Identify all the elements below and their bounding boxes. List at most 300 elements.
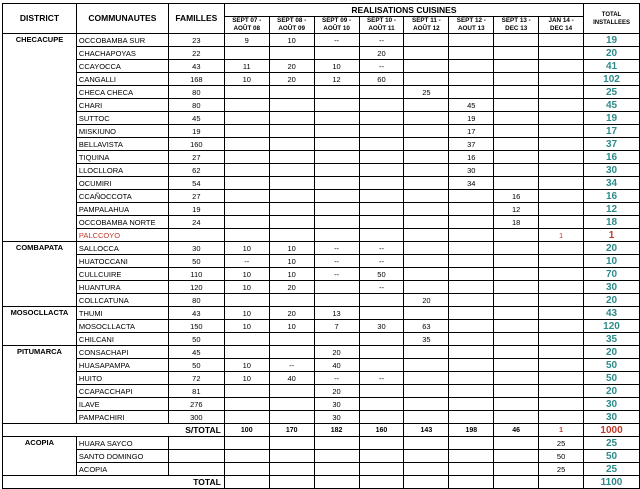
- period-cell: [314, 203, 359, 216]
- period-cell: 45: [449, 99, 494, 112]
- table-row: [3, 294, 640, 307]
- period-cell: [269, 229, 314, 242]
- period-cell: [494, 359, 539, 372]
- table-row: [3, 385, 640, 398]
- community-cell: LLOCLLORA: [76, 164, 168, 177]
- period-cell: 40: [269, 372, 314, 385]
- table-row: [3, 437, 640, 450]
- table-row: [3, 346, 640, 359]
- period-cell: [494, 255, 539, 268]
- period-cell: 10: [224, 242, 269, 255]
- familles-cell: 72: [168, 372, 224, 385]
- total-installees-cell: 37: [584, 138, 640, 151]
- period-cell: 19: [449, 112, 494, 125]
- period-cell: [494, 307, 539, 320]
- total-installees-cell: 1: [584, 229, 640, 242]
- district-cell: CHECACUPE: [3, 34, 77, 242]
- subtotal-row: [3, 424, 640, 437]
- period-line-1: SEPT 12 -: [456, 17, 486, 24]
- period-cell: [224, 411, 269, 424]
- period-cell: [494, 177, 539, 190]
- period-cell: 13: [314, 307, 359, 320]
- period-cell: [224, 125, 269, 138]
- familles-cell: 45: [168, 112, 224, 125]
- total-installees-cell: 20: [584, 294, 640, 307]
- period-cell: [359, 203, 404, 216]
- period-cell: 20: [404, 294, 449, 307]
- period-cell: [269, 294, 314, 307]
- total-installees-line-1: TOTAL: [601, 11, 622, 18]
- period-cell: [404, 138, 449, 151]
- grand-total-row: [3, 476, 640, 489]
- period-cell: [449, 216, 494, 229]
- table-row: [3, 99, 640, 112]
- period-cell: [404, 463, 449, 476]
- familles-cell: 120: [168, 281, 224, 294]
- period-cell: [314, 333, 359, 346]
- period-cell: [404, 450, 449, 463]
- period-cell: [269, 398, 314, 411]
- period-cell: [404, 151, 449, 164]
- period-cell: [404, 398, 449, 411]
- total-installees-cell: 20: [584, 385, 640, 398]
- period-cell: [269, 346, 314, 359]
- table-row: [3, 450, 640, 463]
- period-cell: [359, 190, 404, 203]
- period-line-2: DEC 14: [550, 25, 573, 32]
- district-cell: MOSOCLLACTA: [3, 307, 77, 346]
- period-cell: --: [269, 359, 314, 372]
- familles-cell: 80: [168, 99, 224, 112]
- period-line-1: SEPT 11 -: [412, 17, 441, 24]
- period-cell: [269, 47, 314, 60]
- period-cell: [224, 190, 269, 203]
- period-cell: [494, 73, 539, 86]
- familles-cell: 50: [168, 255, 224, 268]
- period-cell: [539, 333, 584, 346]
- period-cell: [359, 398, 404, 411]
- period-cell: [314, 450, 359, 463]
- table-row: [3, 463, 640, 476]
- period-line-1: SEPT 09 -: [322, 17, 352, 24]
- table-row: [3, 203, 640, 216]
- period-header: [314, 17, 359, 34]
- period-cell: [539, 190, 584, 203]
- period-cell: [224, 86, 269, 99]
- realisations-header: REALISATIONS CUISINES: [224, 4, 583, 17]
- period-cell: [494, 450, 539, 463]
- period-cell: 7: [314, 320, 359, 333]
- grand-total-empty-cell: [269, 476, 314, 489]
- period-line-2: AOÛT 09: [278, 25, 305, 32]
- total-installees-header: [584, 4, 640, 34]
- period-cell: [314, 437, 359, 450]
- period-cell: [404, 34, 449, 47]
- period-cell: [359, 125, 404, 138]
- period-cell: [224, 398, 269, 411]
- period-cell: 30: [359, 320, 404, 333]
- period-cell: 16: [494, 190, 539, 203]
- period-cell: [359, 216, 404, 229]
- period-cell: [539, 177, 584, 190]
- period-cell: --: [359, 60, 404, 73]
- period-cell: [314, 164, 359, 177]
- period-cell: [404, 47, 449, 60]
- period-cell: [449, 281, 494, 294]
- header-row-1: [3, 4, 640, 17]
- period-cell: 1: [539, 229, 584, 242]
- period-cell: [449, 190, 494, 203]
- period-cell: 25: [539, 437, 584, 450]
- period-cell: [449, 411, 494, 424]
- period-cell: [494, 112, 539, 125]
- period-cell: 10: [224, 372, 269, 385]
- period-cell: [494, 99, 539, 112]
- period-cell: --: [314, 242, 359, 255]
- familles-cell: 43: [168, 60, 224, 73]
- period-cell: 34: [449, 177, 494, 190]
- period-cell: [539, 307, 584, 320]
- period-cell: [404, 307, 449, 320]
- grand-total-empty-cell: [449, 476, 494, 489]
- total-installees-cell: 120: [584, 320, 640, 333]
- period-cell: [539, 346, 584, 359]
- community-cell: CANGALLI: [76, 73, 168, 86]
- period-cell: [539, 164, 584, 177]
- table-wrapper: [2, 3, 640, 489]
- table-row: [3, 411, 640, 424]
- period-cell: 9: [224, 34, 269, 47]
- period-cell: [404, 346, 449, 359]
- community-cell: CCAYOCCA: [76, 60, 168, 73]
- familles-cell: 43: [168, 307, 224, 320]
- period-header: [449, 17, 494, 34]
- district-cell: PITUMARCA: [3, 346, 77, 424]
- period-cell: [269, 437, 314, 450]
- period-cell: [539, 281, 584, 294]
- community-cell: TIQUINA: [76, 151, 168, 164]
- period-cell: 10: [224, 307, 269, 320]
- total-installees-cell: 30: [584, 398, 640, 411]
- period-cell: [359, 177, 404, 190]
- community-cell: PAMPACHIRI: [76, 411, 168, 424]
- familles-header: FAMILLES: [168, 4, 224, 34]
- table-row: [3, 216, 640, 229]
- table-row: [3, 164, 640, 177]
- period-line-2: AOÛT 10: [323, 25, 350, 32]
- period-cell: [359, 99, 404, 112]
- period-cell: [224, 164, 269, 177]
- period-cell: [404, 255, 449, 268]
- period-cell: [539, 151, 584, 164]
- period-cell: [494, 437, 539, 450]
- period-cell: [449, 437, 494, 450]
- total-installees-cell: 41: [584, 60, 640, 73]
- familles-cell: 24: [168, 216, 224, 229]
- period-cell: [359, 463, 404, 476]
- period-header: [539, 17, 584, 34]
- total-installees-cell: 50: [584, 450, 640, 463]
- period-cell: --: [359, 34, 404, 47]
- community-cell: CHARI: [76, 99, 168, 112]
- period-line-1: SEPT 10 -: [366, 17, 396, 24]
- period-line-2: AOÛT 11: [368, 25, 395, 32]
- community-cell: HUASAPAMPA: [76, 359, 168, 372]
- subtotal-cell: 160: [359, 424, 404, 437]
- period-cell: [269, 450, 314, 463]
- period-cell: [449, 86, 494, 99]
- period-cell: [494, 320, 539, 333]
- grand-total-empty-cell: [494, 476, 539, 489]
- period-cell: [494, 281, 539, 294]
- period-cell: [314, 216, 359, 229]
- period-cell: [314, 294, 359, 307]
- familles-cell: 22: [168, 47, 224, 60]
- period-cell: 30: [314, 411, 359, 424]
- period-cell: 20: [269, 60, 314, 73]
- total-installees-cell: 30: [584, 411, 640, 424]
- familles-cell: 19: [168, 125, 224, 138]
- period-cell: 10: [269, 320, 314, 333]
- period-cell: [224, 450, 269, 463]
- period-cell: [269, 164, 314, 177]
- period-header: [494, 17, 539, 34]
- period-header: [404, 17, 449, 34]
- period-cell: 20: [269, 307, 314, 320]
- period-cell: [449, 229, 494, 242]
- period-cell: [314, 125, 359, 138]
- period-cell: [539, 320, 584, 333]
- subtotal-cell: 170: [269, 424, 314, 437]
- period-cell: [539, 255, 584, 268]
- period-cell: [404, 99, 449, 112]
- familles-cell: 27: [168, 151, 224, 164]
- total-installees-cell: 102: [584, 73, 640, 86]
- familles-cell: [168, 229, 224, 242]
- period-cell: [314, 99, 359, 112]
- period-cell: [449, 372, 494, 385]
- period-cell: [269, 112, 314, 125]
- community-cell: PALCCOYO: [76, 229, 168, 242]
- period-cell: [539, 385, 584, 398]
- total-installees-cell: 16: [584, 190, 640, 203]
- period-cell: 25: [539, 463, 584, 476]
- district-header: DISTRICT: [3, 4, 77, 34]
- familles-cell: [168, 450, 224, 463]
- period-cell: [359, 294, 404, 307]
- period-cell: [494, 372, 539, 385]
- period-cell: [314, 112, 359, 125]
- period-cell: --: [359, 255, 404, 268]
- period-cell: [269, 125, 314, 138]
- grand-total-empty-cell: [404, 476, 449, 489]
- familles-cell: 23: [168, 34, 224, 47]
- familles-cell: 50: [168, 359, 224, 372]
- period-cell: [314, 177, 359, 190]
- period-line-2: AOUT 13: [457, 25, 485, 32]
- familles-cell: 45: [168, 346, 224, 359]
- period-cell: [404, 411, 449, 424]
- period-cell: [224, 333, 269, 346]
- period-cell: [404, 125, 449, 138]
- period-cell: --: [359, 281, 404, 294]
- total-installees-cell: 20: [584, 346, 640, 359]
- table-row: [3, 255, 640, 268]
- period-cell: 10: [269, 242, 314, 255]
- period-cell: --: [359, 372, 404, 385]
- familles-cell: 110: [168, 268, 224, 281]
- grand-total-empty-cell: [314, 476, 359, 489]
- period-cell: --: [314, 255, 359, 268]
- period-cell: [359, 411, 404, 424]
- period-cell: [314, 281, 359, 294]
- period-line-1: SEPT 07 -: [232, 17, 262, 24]
- community-cell: CULLCUIRE: [76, 268, 168, 281]
- total-installees-cell: 30: [584, 164, 640, 177]
- period-cell: [494, 164, 539, 177]
- table-row: [3, 268, 640, 281]
- period-cell: [224, 151, 269, 164]
- period-cell: [539, 60, 584, 73]
- period-cell: [269, 86, 314, 99]
- period-cell: [404, 385, 449, 398]
- total-installees-cell: 25: [584, 463, 640, 476]
- total-installees-cell: 35: [584, 333, 640, 346]
- period-cell: [539, 398, 584, 411]
- period-cell: [404, 60, 449, 73]
- period-line-1: SEPT 08 -: [277, 17, 307, 24]
- period-cell: [539, 216, 584, 229]
- period-cell: 60: [359, 73, 404, 86]
- period-cell: [269, 463, 314, 476]
- period-cell: [359, 385, 404, 398]
- period-cell: [404, 216, 449, 229]
- period-cell: [539, 294, 584, 307]
- period-cell: [539, 47, 584, 60]
- period-cell: [224, 177, 269, 190]
- period-cell: [359, 229, 404, 242]
- table-row: [3, 34, 640, 47]
- period-cell: [269, 385, 314, 398]
- familles-cell: [168, 437, 224, 450]
- period-cell: 10: [224, 268, 269, 281]
- familles-cell: 80: [168, 86, 224, 99]
- period-cell: --: [359, 242, 404, 255]
- period-cell: 10: [314, 60, 359, 73]
- period-cell: [494, 398, 539, 411]
- table-row: [3, 398, 640, 411]
- total-installees-cell: 25: [584, 437, 640, 450]
- period-cell: [404, 177, 449, 190]
- period-cell: 16: [449, 151, 494, 164]
- community-cell: CCAPACCHAPI: [76, 385, 168, 398]
- total-installees-cell: 43: [584, 307, 640, 320]
- period-cell: [359, 437, 404, 450]
- total-installees-cell: 19: [584, 34, 640, 47]
- familles-cell: 276: [168, 398, 224, 411]
- period-cell: --: [314, 34, 359, 47]
- period-cell: 12: [314, 73, 359, 86]
- table-body: [3, 34, 640, 489]
- period-cell: 35: [404, 333, 449, 346]
- table-row: [3, 47, 640, 60]
- period-cell: [449, 242, 494, 255]
- period-cell: [404, 164, 449, 177]
- period-cell: [449, 463, 494, 476]
- period-cell: --: [314, 372, 359, 385]
- period-header: [224, 17, 269, 34]
- period-cell: [404, 437, 449, 450]
- table-row: [3, 307, 640, 320]
- familles-cell: 62: [168, 164, 224, 177]
- total-installees-cell: 20: [584, 47, 640, 60]
- period-cell: 20: [314, 346, 359, 359]
- period-cell: [494, 242, 539, 255]
- subtotal-label: S/TOTAL: [3, 424, 225, 437]
- table-row: [3, 242, 640, 255]
- period-cell: [494, 125, 539, 138]
- table-row: [3, 125, 640, 138]
- period-cell: [494, 47, 539, 60]
- period-cell: [539, 372, 584, 385]
- period-cell: 10: [224, 281, 269, 294]
- familles-cell: 19: [168, 203, 224, 216]
- period-cell: [539, 242, 584, 255]
- period-cell: 10: [269, 34, 314, 47]
- period-cell: [404, 73, 449, 86]
- period-line-1: SEPT 13 -: [501, 17, 531, 24]
- grand-total-label: TOTAL: [3, 476, 225, 489]
- period-cell: [539, 359, 584, 372]
- period-cell: [224, 385, 269, 398]
- period-cell: 30: [449, 164, 494, 177]
- period-cell: [359, 450, 404, 463]
- total-installees-cell: 25: [584, 86, 640, 99]
- community-cell: ACOPIA: [76, 463, 168, 476]
- subtotal-cell: 198: [449, 424, 494, 437]
- total-installees-cell: 16: [584, 151, 640, 164]
- period-cell: [449, 47, 494, 60]
- community-cell: CCAÑOCCOTA: [76, 190, 168, 203]
- familles-cell: [168, 463, 224, 476]
- total-installees-cell: 45: [584, 99, 640, 112]
- period-cell: [404, 372, 449, 385]
- subtotal-total: 1000: [584, 424, 640, 437]
- period-cell: [359, 138, 404, 151]
- period-cell: [224, 112, 269, 125]
- grand-total-empty-cell: [224, 476, 269, 489]
- period-cell: 10: [224, 73, 269, 86]
- community-cell: BELLAVISTA: [76, 138, 168, 151]
- community-cell: COLLCATUNA: [76, 294, 168, 307]
- period-cell: [539, 138, 584, 151]
- period-cell: [269, 333, 314, 346]
- period-cell: [359, 307, 404, 320]
- period-cell: [269, 99, 314, 112]
- period-cell: 10: [269, 255, 314, 268]
- period-cell: [224, 294, 269, 307]
- period-cell: 50: [539, 450, 584, 463]
- table-row: [3, 112, 640, 125]
- district-cell: COMBAPATA: [3, 242, 77, 307]
- table-row: [3, 372, 640, 385]
- period-cell: [449, 203, 494, 216]
- community-cell: HUATOCCANI: [76, 255, 168, 268]
- community-cell: CHACHAPOYAS: [76, 47, 168, 60]
- period-cell: [224, 229, 269, 242]
- table-row: [3, 359, 640, 372]
- period-cell: [224, 203, 269, 216]
